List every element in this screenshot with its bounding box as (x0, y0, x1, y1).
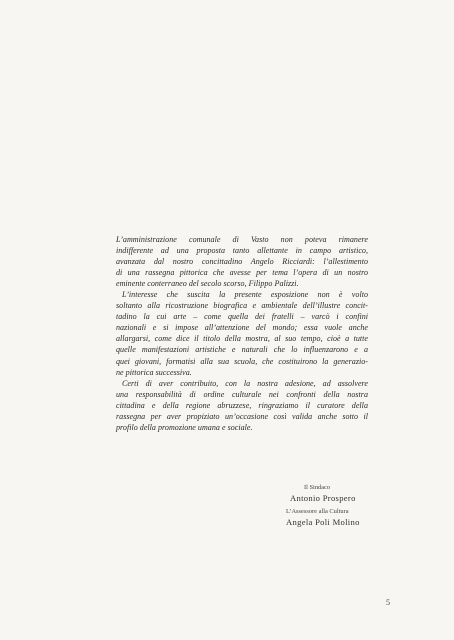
text-line: Certi di aver contribuito, con la nostra adesione, ad assolvere (122, 378, 368, 388)
text-line: indifferente ad una proposta tanto allettante in campo artistico, (116, 246, 368, 256)
text-line: soltanto alla ricostruzione biografica e ambientale dell’illustre concit- (116, 301, 368, 311)
text-line: cittadina e della regione abruzzese, ringraziamo il curatore della (116, 400, 368, 410)
text-line: allargarsi, come dice il titolo della mostra, al suo tempo, cioè a tutte (116, 334, 368, 344)
text-line: di una rassegna pittorica che avesse per tema l’opera di un nostro (116, 268, 368, 278)
text-line: una responsabilità di ordine culturale nei confronti della nostra (116, 389, 368, 399)
text-line: eminente conterraneo del secolo scorso, Filippo Palizzi. (116, 279, 299, 289)
text-line: quei giovani, formatisi alla sua scuola, che costituirono la generazio- (116, 356, 368, 366)
signature-role-councillor: L’Assessore alla Cultura (286, 508, 349, 515)
text-line: profilo della promozione umana e sociale. (116, 422, 253, 432)
text-line: ne pittorica successiva. (116, 367, 192, 377)
text-line: nazionali e si impose all’attenzione del mondo; essa vuole anche (116, 323, 368, 333)
text-line: quelle manifestazioni artistiche e naturali che lo influenzarono e a (116, 345, 368, 355)
body-text (116, 234, 368, 433)
text-line: L’amministrazione comunale di Vasto non poteva rimanere (116, 235, 368, 244)
signature-role-mayor: Il Sindaco (304, 484, 331, 491)
text-line: L’interesse che suscita la presente esposizione non è volto (122, 290, 368, 300)
page-number: 5 (386, 598, 390, 607)
text-line: rassegna per aver propiziato un’occasione così valida anche sotto il (116, 411, 368, 421)
text-line: tadino la cui arte – come quella dei fratelli – varcò i confini (116, 312, 368, 322)
signature-name-councillor: Angela Poli Molino (286, 517, 360, 527)
text-line: avanzata dal nostro concittadino Angelo Ricciardi: l’allestimento (116, 257, 368, 267)
signature-name-mayor: Antonio Prospero (290, 493, 356, 503)
